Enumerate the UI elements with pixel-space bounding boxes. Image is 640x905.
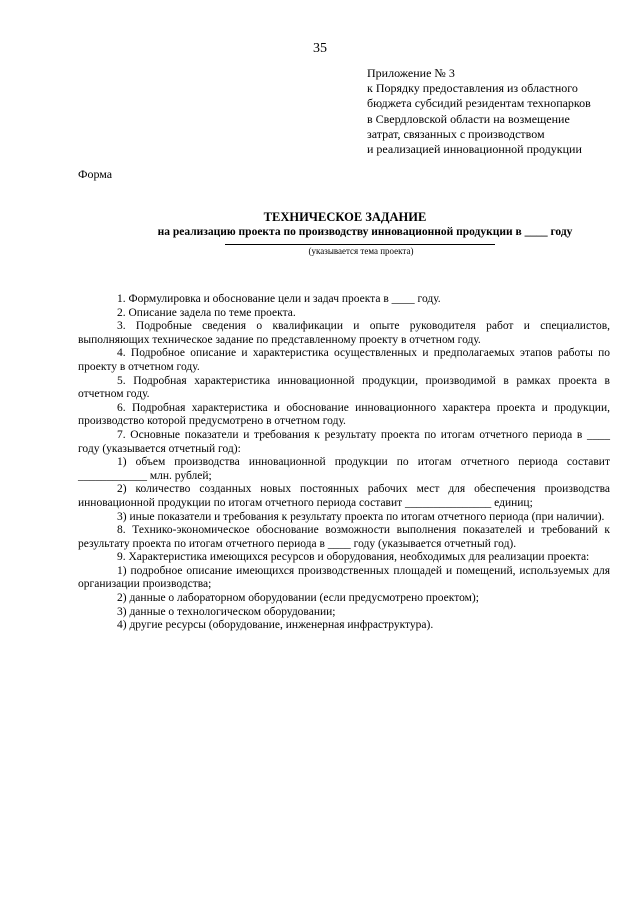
list-item: 6. Подробная характеристика и обоснование инновационного характера проекта и продукции, производство которой предусмотрено в отчетном году.	[78, 401, 610, 428]
appendix-line: Приложение № 3	[367, 66, 455, 80]
title-block	[0, 210, 640, 257]
list-item: 7. Основные показатели и требования к результату проекта по итогам отчетного периода в ____ году (указывается отчетный год):	[78, 428, 610, 455]
appendix-line: в Свердловской области на возмещение	[367, 111, 570, 126]
appendix-line: бюджета субсидий резидентам технопарков	[367, 96, 591, 111]
document-body	[78, 293, 610, 633]
list-subitem: 1) подробное описание имеющихся производственных площадей и помещений, используемых для организации производства;	[78, 564, 610, 591]
page-number: 35	[313, 41, 327, 56]
topic-caption: (указывается тема проекта)	[308, 246, 414, 256]
topic-blank-line	[225, 244, 495, 245]
list-item: 2. Описание задела по теме проекта.	[117, 306, 296, 319]
appendix-header	[367, 66, 627, 157]
form-label: Форма	[78, 167, 113, 181]
list-subitem: 3) иные показатели и требования к результату проекта по итогам отчетного периода (при наличии).	[117, 510, 605, 523]
list-subitem: 1) объем производства инновационной продукции по итогам отчетного периода составит ____________ млн. рублей;	[78, 456, 610, 482]
list-subitem: 2) данные о лабораторном оборудовании (если предусмотрено проектом);	[117, 592, 479, 605]
appendix-line: затрат, связанных с производством	[367, 126, 545, 141]
list-item: 8. Технико-экономическое обоснование возможности выполнения показателей и требований к результату проекта по итогам отчетного периода в ____ году (указывается отчетный год).	[78, 524, 610, 550]
list-item: 9. Характеристика имеющихся ресурсов и оборудования, необходимых для реализации проекта:	[117, 551, 590, 564]
list-subitem: 2) количество созданных новых постоянных рабочих мест для обеспечения производства инновационной продукции по итогам отчетного периода составит _______________ единиц;	[78, 483, 610, 509]
list-item: 3. Подробные сведения о квалификации и опыте руководителя работ и специалистов, выполняющих техническое задание по представленному проекту в отчетном году.	[78, 320, 610, 346]
document-subtitle: на реализацию проекта по производству инновационной продукции в ____ году	[157, 226, 573, 238]
appendix-line: к Порядку предоставления из областного	[367, 81, 578, 96]
appendix-line: и реализацией инновационной продукции	[367, 142, 582, 157]
list-subitem: 4) другие ресурсы (оборудование, инженерная инфраструктура).	[117, 619, 434, 632]
list-subitem: 3) данные о технологическом оборудовании;	[117, 605, 336, 618]
document-title: ТЕХНИЧЕСКОЕ ЗАДАНИЕ	[263, 210, 427, 224]
list-item: 4. Подробное описание и характеристика осуществленных и предполагаемых этапов работы по проекту в отчетном году.	[78, 347, 610, 373]
list-item: 1. Формулировка и обоснование цели и задач проекта в ____ году.	[117, 293, 441, 305]
list-item: 5. Подробная характеристика инновационной продукции, производимой в рамках проекта в отчетном году.	[78, 374, 610, 401]
